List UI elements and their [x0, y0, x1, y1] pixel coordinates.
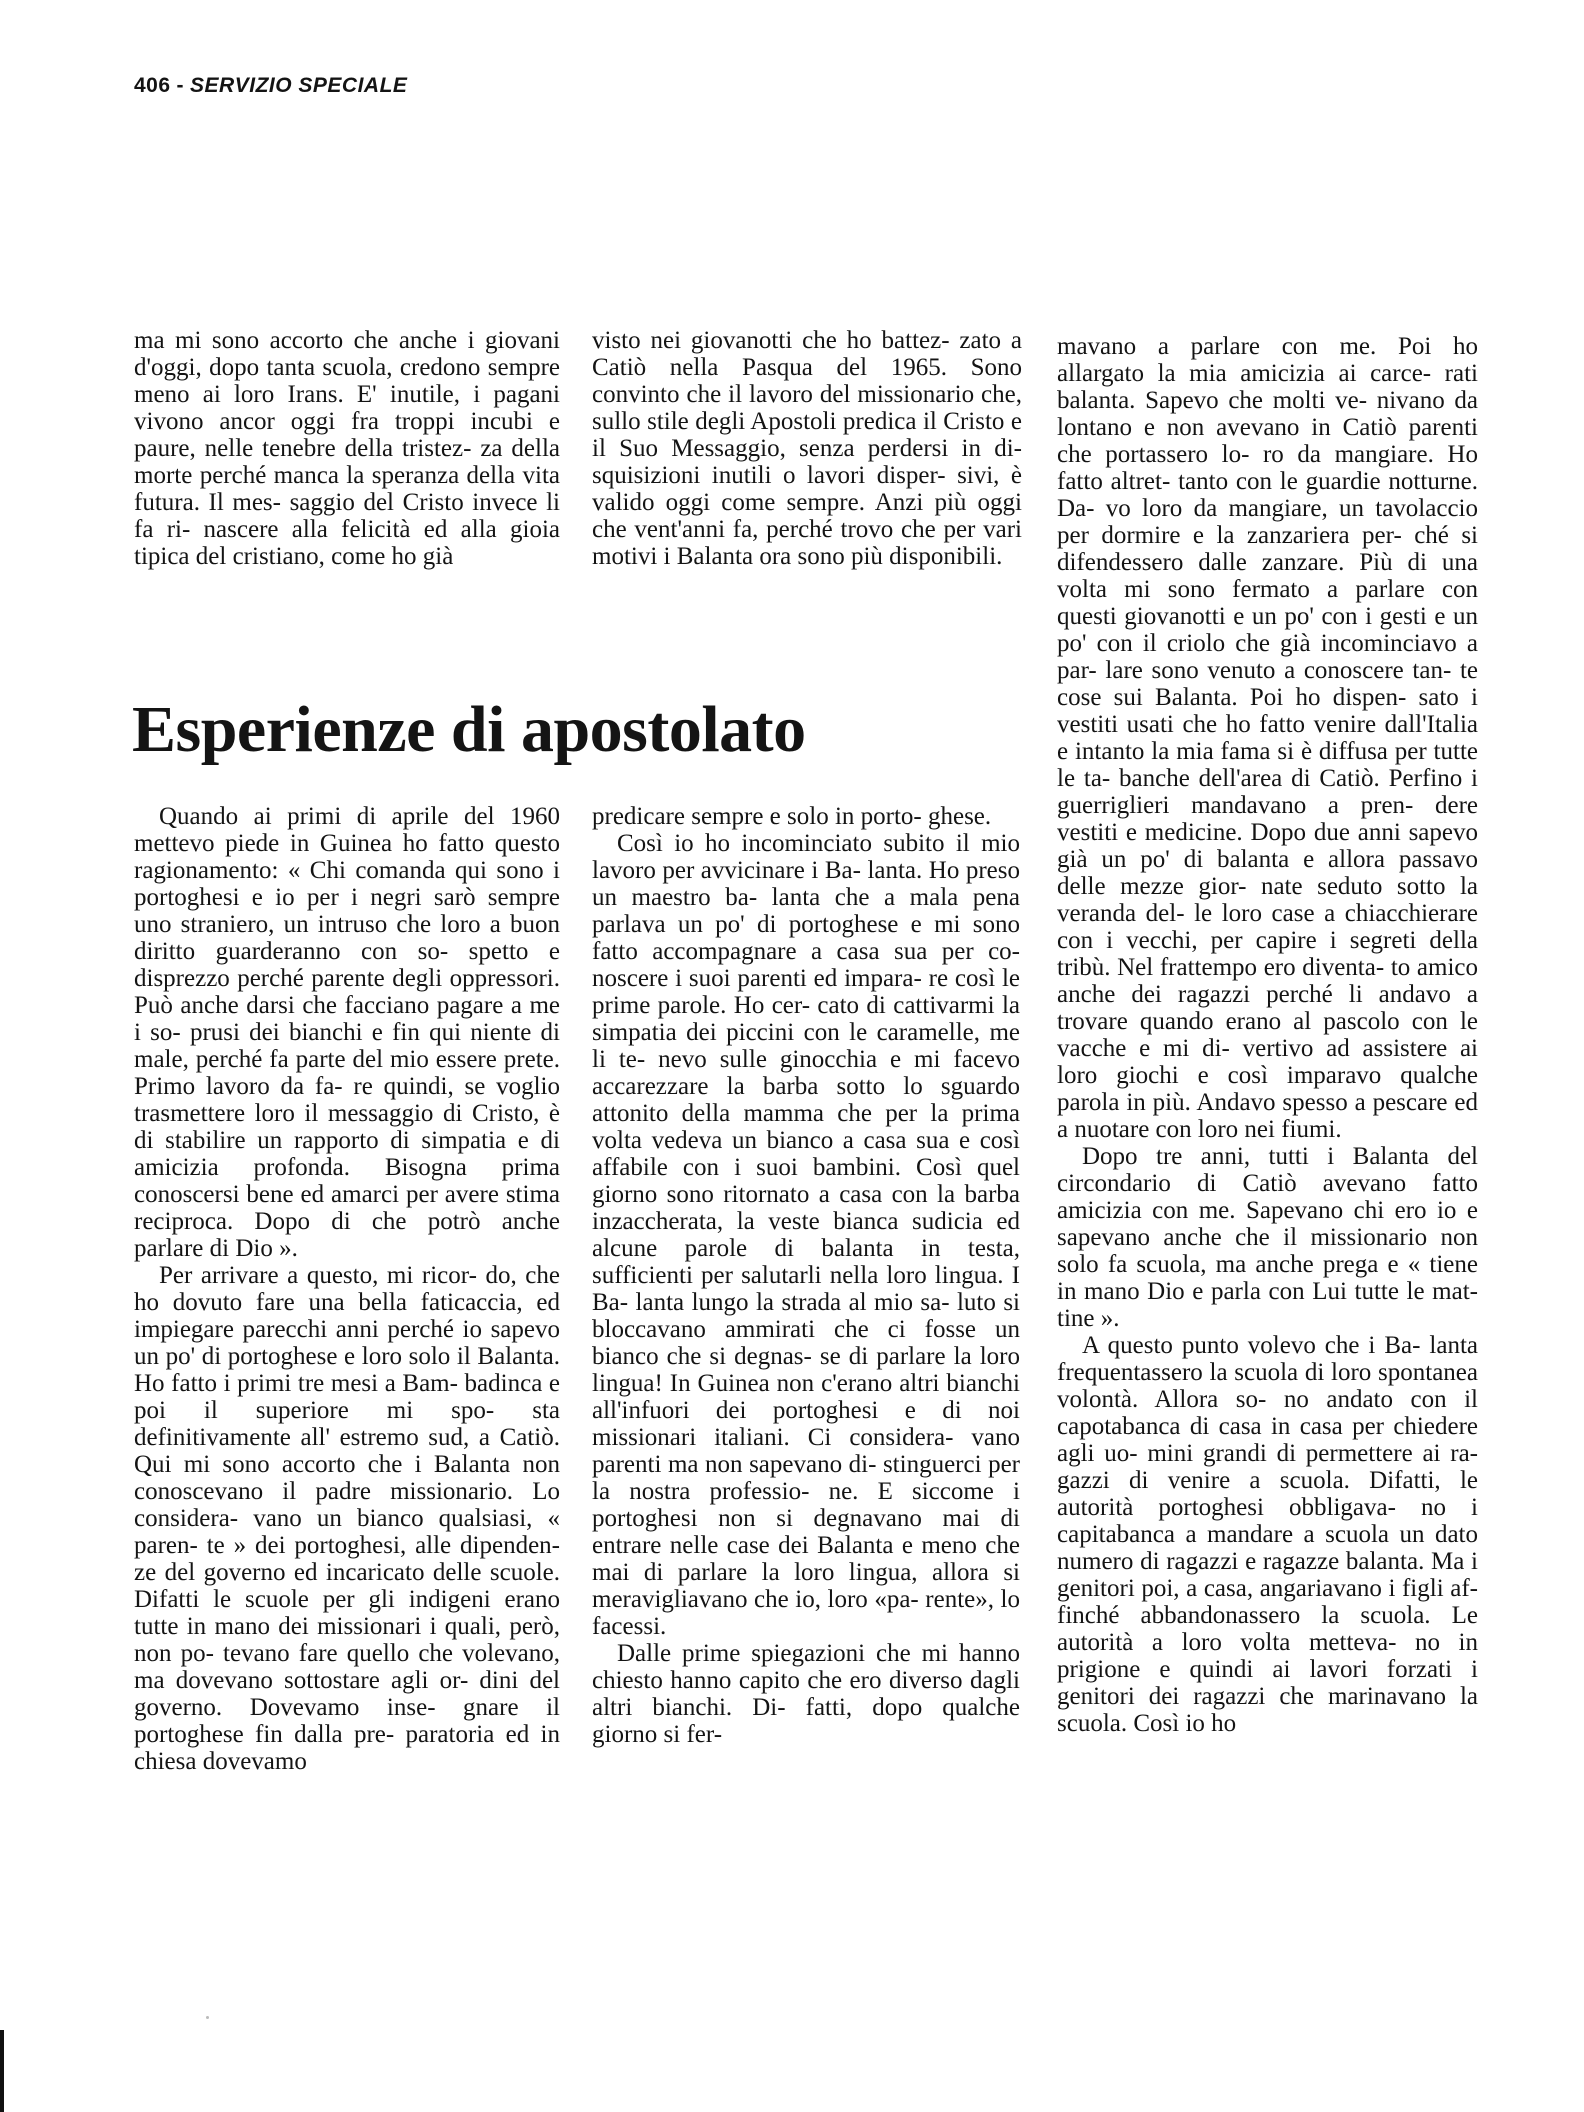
paragraph: A questo punto volevo che i Ba- lanta frequentassero la scuola di loro spontanea volontà. Allora so- no andato con il capotabanca di casa in casa per chiedere agli uo- mini grandi di permettere ai ra- gazzi di venire a scuola. Difatti, le autorità portoghesi obbligava- no i capitabanca a mandare a scuola un dato numero di ragazzi e ragazze balanta. Ma i genitori poi, a casa, angariavano i figli af- finché abbandonassero la scuola. Le autorità a loro volta metteva- no in prigione e quindi ai lavori forzati i genitori dei ragazzi che marinavano la scuola. Così io ho: [1057, 1332, 1478, 1737]
column-3: [1057, 333, 1478, 1737]
paragraph: Dopo tre anni, tutti i Balanta del circondario di Catiò avevano fatto amicizia con me. Sapevano chi ero io e sapevano anche che il missionario non solo fa scuola, ma anche prega e « tiene in mano Dio e parla con Lui tutte le mat- tine ».: [1057, 1143, 1478, 1332]
section-title: SERVIZIO SPECIALE: [190, 74, 408, 97]
column-1-continuation: [134, 327, 560, 570]
paragraph: Dalle prime spiegazioni che mi hanno chiesto hanno capito che ero diverso dagli altri bianchi. Di- fatti, dopo qualche giorno si fer-: [592, 1640, 1020, 1748]
column-2-body: [592, 803, 1020, 1748]
page-number: 406: [134, 74, 171, 97]
paragraph: Per arrivare a questo, mi ricor- do, che ho dovuto fare una bella faticaccia, ed impiegare parecchi anni perché io sapevo un po' di portoghese e loro solo il Balanta. Ho fatto i primi tre mesi a Bam- badinca e poi il superiore mi spo- sta definitivamente all' estremo sud, a Catiò. Qui mi sono accorto che i Balanta non conoscevano il padre missionario. Lo considera- vano un bianco qualsiasi, « paren- te » dei portoghesi, alle dipenden- ze del governo ed incaricato delle scuole. Difatti le scuole per gli indigeni erano tutte in mano dei missionari i quali, però, non po- tevano fare quello che volevano, ma dovevano sottostare agli or- dini del governo. Dovevamo inse- gnare il portoghese fin dalla pre- paratoria ed in chiesa dovevamo: [134, 1262, 560, 1775]
paragraph: ma mi sono accorto che anche i giovani d'oggi, dopo tanta scuola, credono sempre meno ai loro Irans. E' inutile, i pagani vivono ancor oggi fra troppi incubi e paure, nelle tenebre della tristez- za della morte perché manca la speranza della vita futura. Il mes- saggio del Cristo invece li fa ri- nascere alla felicità ed alla gioia tipica del cristiano, come ho già: [134, 327, 560, 570]
paragraph: predicare sempre e solo in porto- ghese.: [592, 803, 992, 830]
scan-edge-mark: [0, 2030, 4, 2112]
running-header: [134, 74, 407, 98]
paragraph: mavano a parlare con me. Poi ho allargato la mia amicizia ai carce- rati balanta. Sapevo che molti ve- nivano da lontano e non avevano in Catiò parenti che portassero lo- ro da mangiare. Ho fatto altret- tanto con le guardie notturne. Da- vo loro da mangiare, un tavolaccio per dormire e la zanzariera per- ché si difendessero dalle zanzare. Più di una volta mi sono fermato a parlare con questi giovanotti e un po' con i gesti e un po' con il criolo che già incominciavo a par- lare sono venuto a conoscere tan- te cose sui Balanta. Poi ho dispen- sato i vestiti usati che ho fatto venire dall'Italia e intanto la mia fama si è diffusa per tutte le ta- banche dell'area di Catiò. Perfino i guerriglieri mandavano a pren- dere vestiti e medicine. Dopo due anni sapevo già un po' di balanta e allora passavo delle mezze gior- nate seduto sotto la veranda del- le loro case a chiacchierare con i vecchi, per capire i segreti della tribù. Nel frattempo ero diventa- to amico anche dei ragazzi perché li andavo a trovare quando erano al pascolo con le vacche e mi di- vertivo ad assistere ai loro giochi e così imparavo qualche parola in più. Andavo spesso a pescare ed a nuotare con loro nei fiumi.: [1057, 333, 1478, 1143]
column-1-body: [134, 803, 560, 1775]
paragraph: visto nei giovanotti che ho battez- zato a Catiò nella Pasqua del 1965. Sono convinto che il lavoro del missionario che, sullo stile degli Apostoli predica il Cristo e il Suo Messaggio, senza perdersi in di- squisizioni inutili o lavori disper- sivi, è valido oggi come sempre. Anzi più oggi che vent'anni fa, perché trovo che per vari motivi i Balanta ora sono più disponibili.: [592, 327, 1022, 570]
article-heading: Esperienze di apostolato: [132, 693, 806, 766]
scan-speck: [206, 2016, 209, 2019]
paragraph: Così io ho incominciato subito il mio lavoro per avvicinare i Ba- lanta. Ho preso un maestro ba- lanta che a mala pena parlava un po' di portoghese e mi sono fatto accompagnare a casa sua per co- noscere i suoi parenti ed impara- re così le prime parole. Ho cer- cato di cattivarmi la simpatia dei piccini con le caramelle, me li te- nevo sulle ginocchia e mi facevo accarezzare la barba sotto lo sguardo attonito della mamma che per la prima volta vedeva un bianco a casa sua e così affabile con i suoi bambini. Così quel giorno sono ritornato a casa con la barba inzaccherata, la veste bianca sudicia ed alcune parole di balanta in testa, sufficienti per salutarli nella loro lingua. I Ba- lanta lungo la strada al mio sa- luto si bloccavano ammirati che ci fosse un bianco che si degnas- se di parlare la loro lingua! In Guinea non c'erano altri bianchi all'infuori dei portoghesi e di noi missionari italiani. Ci considera- vano parenti ma non sapevano di- stinguerci per la nostra professio- ne. E siccome i portoghesi non si degnavano mai di entrare nelle case dei Balanta e meno che mai di parlare la loro lingua, allora si meravigliavano che io, loro «pa- rente», lo facessi.: [592, 830, 1020, 1640]
header-separator: -: [176, 74, 185, 97]
paragraph: Quando ai primi di aprile del 1960 mettevo piede in Guinea ho fatto questo ragionamento: « Chi comanda qui sono i portoghesi e io per i negri sarò sempre uno straniero, un intruso che loro a buon diritto guarderanno con so- spetto e disprezzo perché parente degli oppressori. Può anche darsi che facciano pagare a me i so- prusi dei bianchi e fin qui niente di male, perché fa parte del mio essere prete. Primo lavoro da fa- re quindi, se voglio trasmettere loro il messaggio di Cristo, è di stabilire un rapporto di simpatia e di amicizia profonda. Bisogna prima conoscersi bene ed amarci per avere stima reciproca. Dopo di che potrò anche parlare di Dio ».: [134, 803, 560, 1262]
column-2-continuation: [592, 327, 1022, 570]
